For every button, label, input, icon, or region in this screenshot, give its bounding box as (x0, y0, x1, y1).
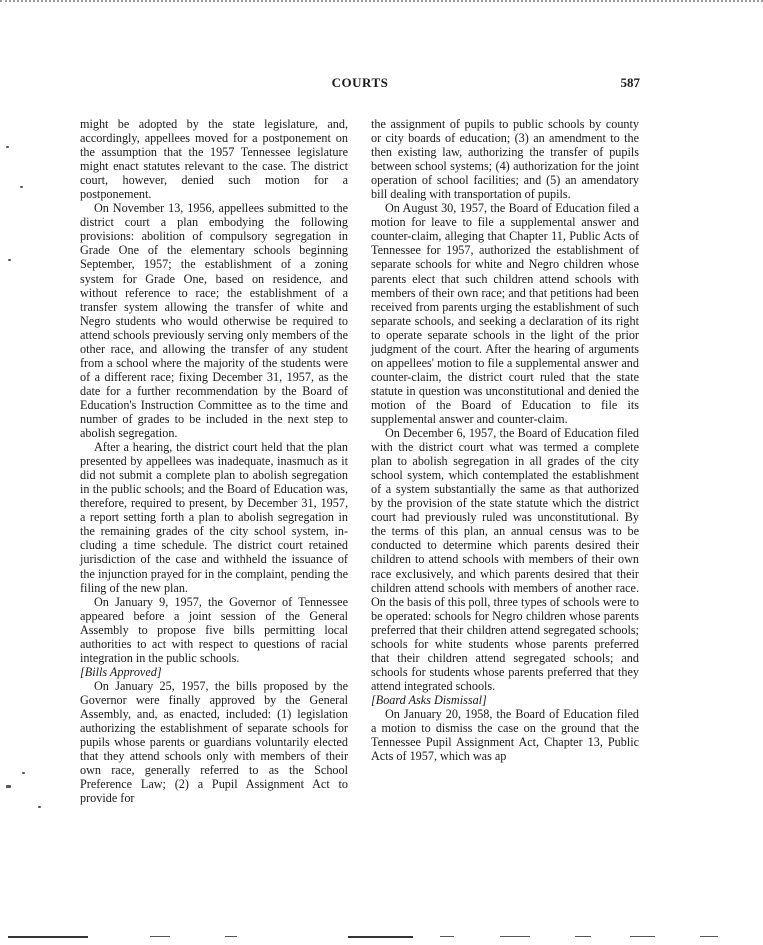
scan-mark (8, 936, 88, 938)
scan-speck (6, 785, 11, 788)
left-column (80, 117, 348, 805)
running-head: COURTS (331, 75, 389, 90)
paragraph: On January 20, 1958, the Board of Education filed a motion to dismiss the case on the ground that the Tennessee Pupil Assignment Act, Chapter 13, Public Acts of 1957, which was ap (371, 706, 639, 764)
scan-mark (500, 936, 530, 937)
page-header (80, 75, 640, 95)
scan-mark (225, 936, 237, 937)
scan-speck (20, 186, 23, 188)
section-heading: [Bills Approved] (80, 664, 162, 679)
scan-speck (8, 259, 11, 261)
section-heading: [Board Asks Dismissal] (371, 692, 487, 707)
scan-mark (700, 936, 718, 937)
scan-speck (38, 806, 41, 808)
paragraph: On August 30, 1957, the Board of Education filed a motion for leave to file a supplemental answer and counter-claim, alleging that Chapter 11, Public Acts of Tennessee for 1957, authorized the establishment of separate schools for white and Negro children whose parents elect that such children attend schools with members of their own race; and that petitions had been received from parents urging the establishment of such separate schools, and seeking a declaration of its right to operate separate schools in the light of the prior judgment of the court. After the hearing of arguments on appellees' motion to file a supplemental answer and counter-claim, the district court ruled that the state statute in question was unconstitutional and denied the motion of the Board of Education to file its supplemental answer and counter-claim. (371, 201, 639, 426)
right-column (371, 117, 639, 763)
scan-mark (630, 936, 655, 937)
bottom-scan-marks (0, 936, 763, 942)
paragraph: On November 13, 1956, appellees submitted to the district court a plan embodying the following provisions: abolition of compulsory segregation in Grade One of the elementary schools beginning September, 1957; the establishment of a zoning system for Grade One, based on residence, and without reference to race; the establishment of a transfer system allowing the transfer of white and Negro students who would otherwise be required to attend schools previously serving only members of the other race, and allowing the transfer of any student from a school where the majority of the students were of a different race; fixing December 31, 1957, as the date for a further recommendation by the Board of Education's Instruction Committee as to the time and number of grades to be included in the next step to abolish segregation. (80, 201, 348, 441)
scan-speck (6, 146, 9, 148)
paragraph: After a hearing, the district court held that the plan presented by appellees was inadequate, inasmuch as it did not submit a complete plan to abolish segregation in the public schools; and the Board of Education was, therefore, required to present, by December 31, 1957, a report setting forth a plan to abolish segregation in the remaining grades of the city school system, including a time schedule. The district court retained jurisdiction of the case and withheld the issuance of the injunction prayed for in the complaint, pending the filing of the new plan. (80, 440, 348, 595)
top-dotted-rule (0, 0, 763, 2)
scan-speck (22, 772, 25, 774)
paragraph: might be adopted by the state legislature, and, accordingly, appellees moved for a postponement on the assumption that the 1957 Tennessee legislature might enact statutes relevant to the case. The district court, however, denied such motion for a postponement. (80, 117, 348, 202)
scan-mark (348, 936, 413, 938)
scan-mark (575, 936, 591, 937)
scan-mark (440, 936, 454, 937)
paragraph: On January 9, 1957, the Governor of Tennessee appeared before a joint session of the General Assembly to propose five bills permitting local authorities to act with respect to questions of racial integration in the public schools. (80, 594, 348, 665)
scan-mark (150, 936, 170, 937)
paragraph: the assignment of pupils to public schools by county or city boards of education; (3) an amendment to the then existing law, authorizing the transfer of pupils between school systems; (4) authorization for the joint operation of school facilities; and (5) an amendatory bill dealing with transportation of pupils. (371, 117, 639, 202)
page-number: 587 (620, 75, 640, 90)
paragraph: On December 6, 1957, the Board of Education filed with the district court what was termed a complete plan to abolish segregation in all grades of the city school system, which contemplated the establishment of a system substantially the same as that authorized by the provision of the state statute which the district court had previously ruled was unconstitutional. By the terms of this plan, an annual census was to be conducted to determine which parents desired their children to attend schools with members of their own race exclusively, and which parents desired that their children attend schools with members of another race. On the basis of this poll, three types of schools were to be operated: schools for Negro children whose parents preferred that their children attend segregated schools; schools for white students whose parents preferred that their children attend segregated schools; and schools for students whose parents preferred that they attend integrated schools. (371, 426, 639, 693)
paragraph: On January 25, 1957, the bills proposed by the Governor were finally approved by the General Assembly, and, as enacted, included: (1) legislation authorizing the establishment of separate schools for pupils whose parents or guardians voluntarily elected that they attend schools only with members of their own race, generally referred to as the School Preference Law; (2) a Pupil Assignment Act to provide for (80, 678, 348, 806)
